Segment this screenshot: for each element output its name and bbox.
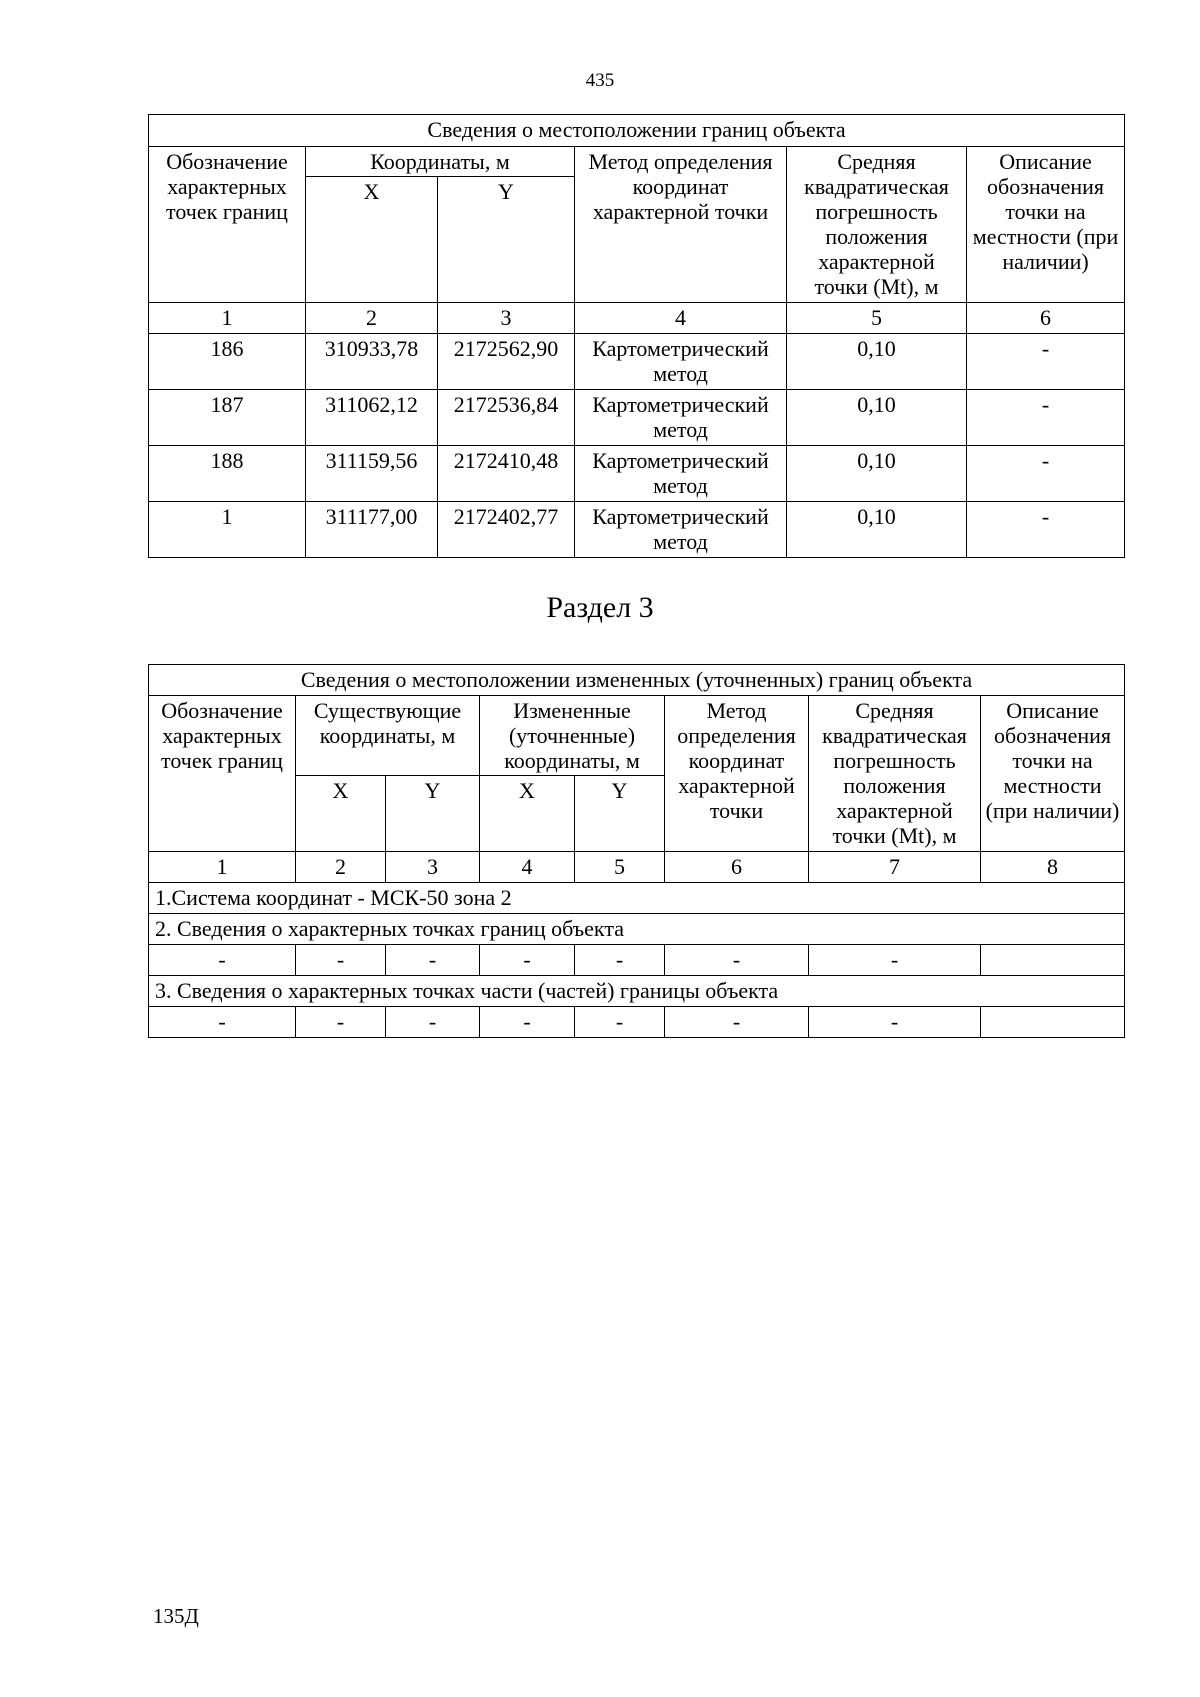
header-coordinates: Координаты, м	[306, 147, 575, 177]
empty-cell: -	[296, 945, 386, 976]
empty-cell: -	[149, 945, 296, 976]
cell-description: -	[967, 334, 1125, 390]
column-number: 6	[967, 303, 1125, 334]
header-accuracy: Средняя квадратическая погрешность положения характерной точки (Mt), м	[787, 147, 967, 303]
column-number: 4	[480, 852, 575, 883]
empty-cell: -	[575, 1007, 665, 1038]
boundary-points-section-row: 2. Сведения о характерных точках границ объекта	[149, 914, 1125, 945]
coordinate-system-row: 1.Система координат - МСК-50 зона 2	[149, 883, 1125, 914]
column-number: 2	[306, 303, 438, 334]
column-number: 5	[787, 303, 967, 334]
cell-description: -	[967, 446, 1125, 502]
column-number-row	[149, 303, 1125, 334]
column-number: 1	[149, 852, 296, 883]
table-caption: Сведения о местоположении измененных (уточненных) границ объекта	[149, 665, 1125, 696]
cell-description: -	[967, 502, 1125, 558]
cell-method: Картометрический метод	[575, 390, 787, 446]
cell-method: Картометрический метод	[575, 446, 787, 502]
empty-cell: -	[665, 1007, 809, 1038]
empty-cell: -	[665, 945, 809, 976]
column-number: 5	[575, 852, 665, 883]
table-row	[149, 446, 1125, 502]
empty-cell	[981, 1007, 1125, 1038]
section-title: Раздел 3	[546, 591, 654, 624]
table-row	[149, 334, 1125, 390]
cell-accuracy: 0,10	[787, 502, 967, 558]
empty-cell: -	[386, 1007, 480, 1038]
header-point-designation: Обозначение характерных точек границ	[149, 696, 296, 852]
table-row	[149, 502, 1125, 558]
cell-accuracy: 0,10	[787, 334, 967, 390]
header-point-designation: Обозначение характерных точек границ	[149, 147, 306, 303]
column-number: 2	[296, 852, 386, 883]
empty-cell: -	[575, 945, 665, 976]
column-number: 3	[438, 303, 575, 334]
column-number: 4	[575, 303, 787, 334]
header-description: Описание обозначения точки на местности (при наличии)	[967, 147, 1125, 303]
cell-x: 311062,12	[306, 390, 438, 446]
column-number: 1	[149, 303, 306, 334]
table-row	[149, 1007, 1125, 1038]
header-x: X	[306, 177, 438, 303]
cell-y: 2172402,77	[438, 502, 575, 558]
table-row	[149, 945, 1125, 976]
cell-accuracy: 0,10	[787, 446, 967, 502]
header-accuracy: Средняя квадратическая погрешность положения характерной точки (Mt), м	[809, 696, 981, 852]
page-number: 435	[585, 70, 615, 91]
header-existing-y: Y	[386, 776, 480, 852]
column-number: 3	[386, 852, 480, 883]
cell-method: Картометрический метод	[575, 334, 787, 390]
header-description: Описание обозначения точки на местности (при наличии)	[981, 696, 1125, 852]
cell-accuracy: 0,10	[787, 390, 967, 446]
cell-y: 2172562,90	[438, 334, 575, 390]
cell-x: 311177,00	[306, 502, 438, 558]
column-number: 6	[665, 852, 809, 883]
cell-y: 2172410,48	[438, 446, 575, 502]
cell-point: 1	[149, 502, 306, 558]
boundary-parts-section-row: 3. Сведения о характерных точках части (частей) границы объекта	[149, 976, 1125, 1007]
boundary-location-table	[148, 114, 1125, 558]
cell-description: -	[967, 390, 1125, 446]
header-existing-x: X	[296, 776, 386, 852]
empty-cell: -	[149, 1007, 296, 1038]
empty-cell: -	[296, 1007, 386, 1038]
header-y: Y	[438, 177, 575, 303]
cell-x: 311159,56	[306, 446, 438, 502]
column-number: 8	[981, 852, 1125, 883]
empty-cell: -	[809, 945, 981, 976]
header-changed-y: Y	[575, 776, 665, 852]
cell-x: 310933,78	[306, 334, 438, 390]
header-method: Метод определения координат характерной точки	[665, 696, 809, 852]
empty-cell: -	[809, 1007, 981, 1038]
column-number-row	[149, 852, 1125, 883]
cell-method: Картометрический метод	[575, 502, 787, 558]
column-number: 7	[809, 852, 981, 883]
empty-cell: -	[386, 945, 480, 976]
cell-point: 186	[149, 334, 306, 390]
empty-cell: -	[480, 945, 575, 976]
header-changed-coordinates: Измененные (уточненные) координаты, м	[480, 696, 665, 776]
changed-boundary-table	[148, 664, 1125, 1038]
document-code: 135Д	[153, 1604, 199, 1628]
table-row	[149, 390, 1125, 446]
empty-cell: -	[480, 1007, 575, 1038]
empty-cell	[981, 945, 1125, 976]
header-changed-x: X	[480, 776, 575, 852]
cell-point: 187	[149, 390, 306, 446]
cell-point: 188	[149, 446, 306, 502]
header-method: Метод определения координат характерной точки	[575, 147, 787, 303]
table-caption: Сведения о местоположении границ объекта	[149, 115, 1125, 147]
cell-y: 2172536,84	[438, 390, 575, 446]
header-existing-coordinates: Существующие координаты, м	[296, 696, 480, 776]
